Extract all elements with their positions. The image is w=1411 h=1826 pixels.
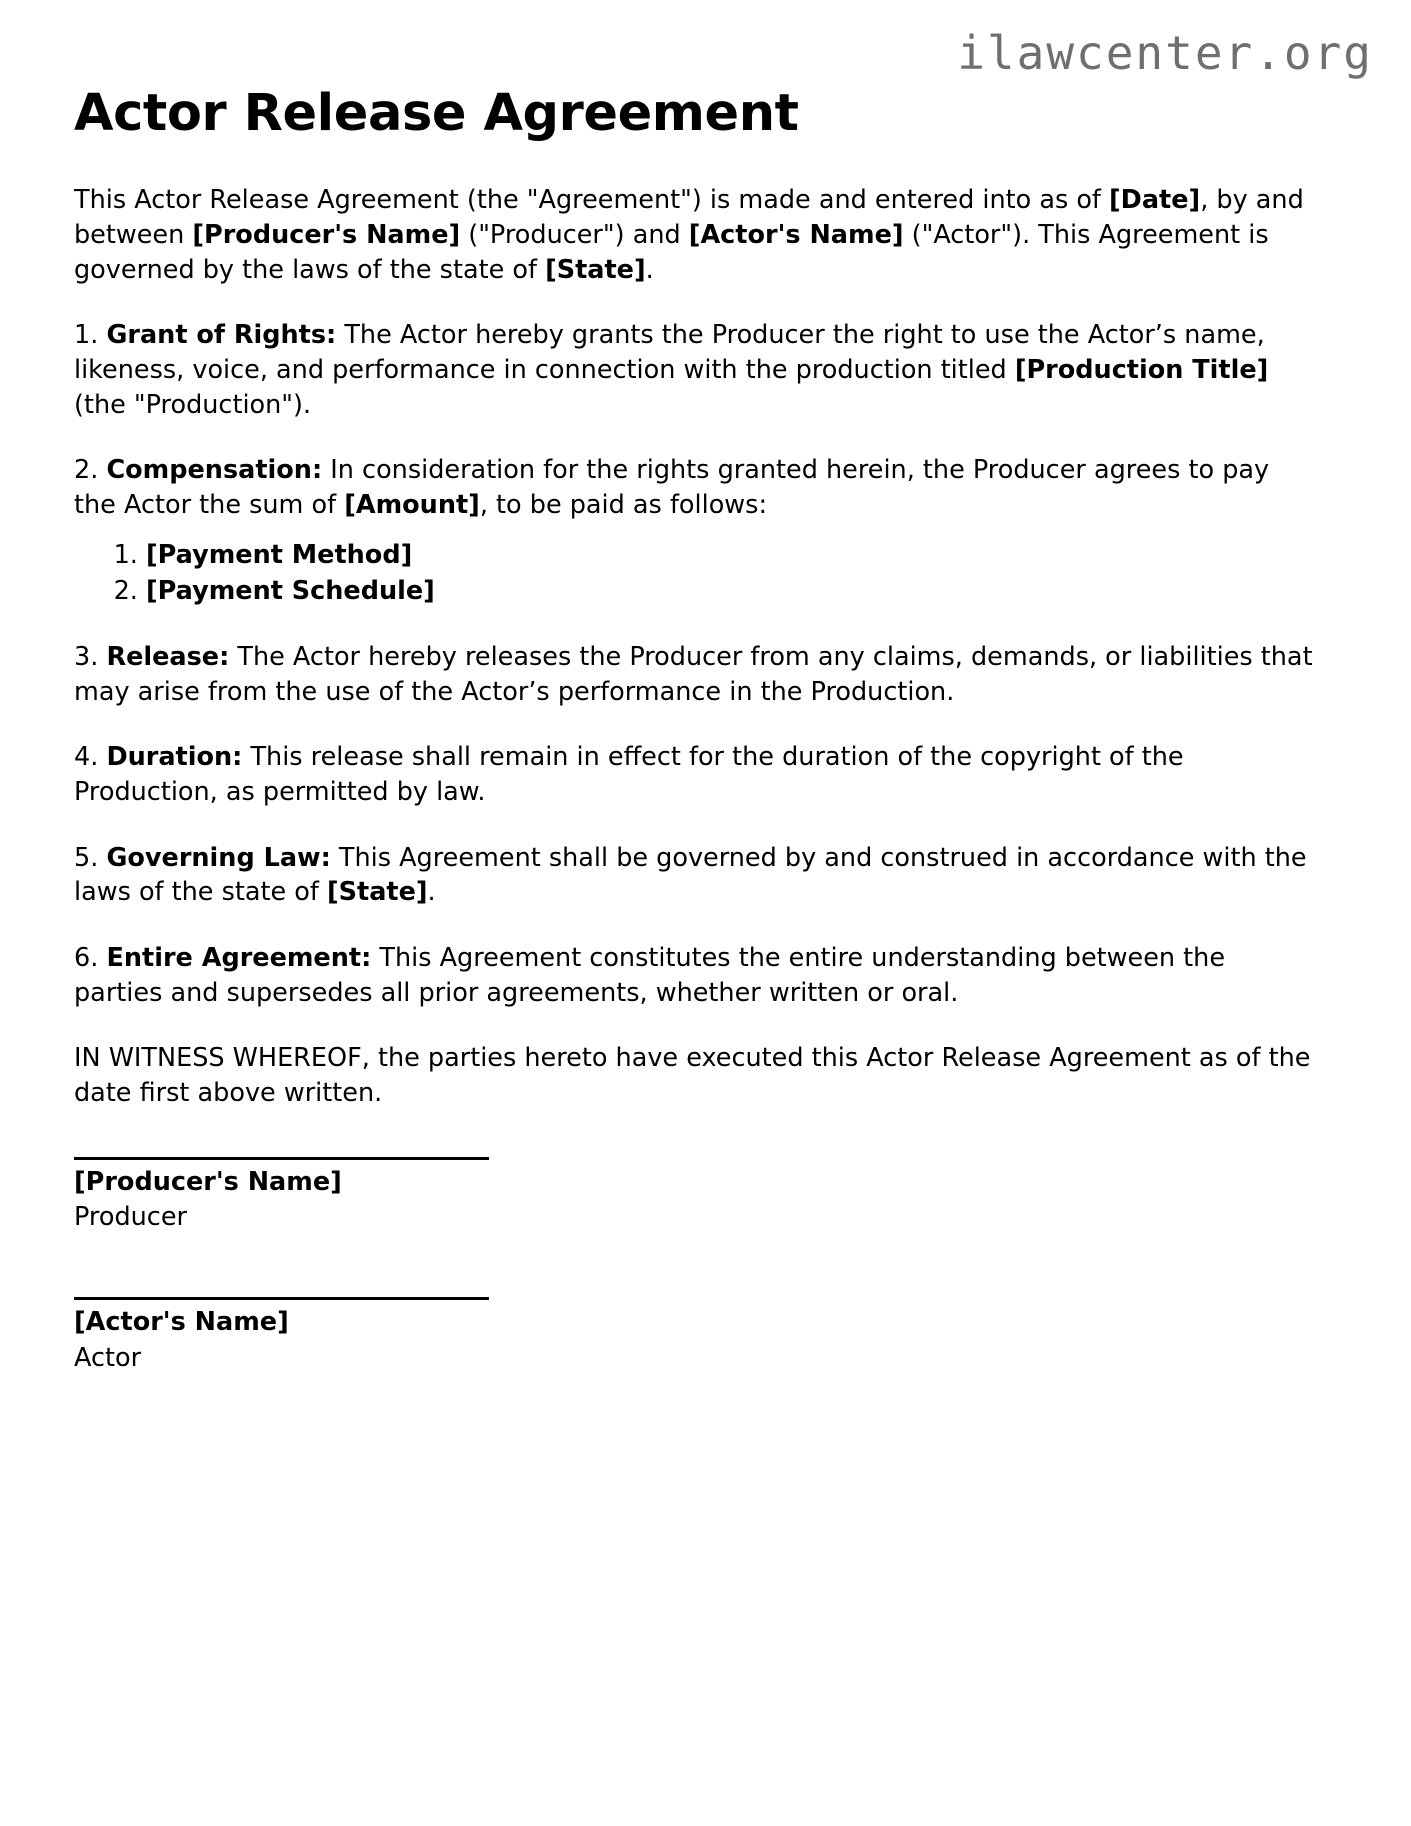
section-2-heading: Compensation:	[106, 455, 323, 486]
section-5-body-before: This Agreement shall be governed by and construed in accordance with the laws of the state of	[74, 842, 1307, 908]
section-2-body-before: In consideration for the rights granted herein, the Producer agrees to pay the Actor the sum of	[74, 455, 1270, 520]
section-3-body-before: The Actor hereby releases the Producer from any claims, demands, or liabilities that may arise from the use of the Actor’s performance in the Production.	[74, 641, 1313, 707]
section-3-number: 3.	[74, 641, 99, 672]
section-1-number: 1.	[74, 320, 99, 351]
section-1	[74, 318, 1314, 422]
signature-line-producer	[74, 1157, 489, 1160]
preamble-paragraph	[74, 183, 1314, 287]
section-1-body-before: The Actor hereby grants the Producer the right to use the Actor’s name, likeness, voice, and performance in connection with the production titled	[74, 320, 1265, 385]
state-placeholder-2: [State]	[326, 877, 428, 908]
preamble-text-5: .	[645, 254, 654, 285]
date-placeholder: [Date]	[1109, 185, 1201, 216]
section-5-number: 5.	[74, 842, 99, 873]
section-2-number: 2.	[74, 455, 99, 486]
preamble-text-1: This Actor Release Agreement (the "Agreement") is made and entered into as of	[74, 185, 1110, 216]
section-4-number: 4.	[74, 742, 99, 773]
preamble-text-2: , by and between	[74, 185, 1304, 250]
section-5	[74, 841, 1314, 910]
section-1-heading: Grant of Rights:	[106, 320, 337, 351]
signature-name-actor: [Actor's Name]	[74, 1306, 289, 1337]
state-placeholder: [State]	[545, 254, 646, 285]
signature-name-producer: [Producer's Name]	[74, 1166, 342, 1197]
section-2	[74, 453, 1314, 522]
section-3-heading: Release:	[106, 641, 230, 672]
witness-clause: IN WITNESS WHEREOF, the parties hereto have executed this Actor Release Agreement as of the date first above written.	[74, 1043, 1311, 1108]
preamble-text-4: ("Actor"). This Agreement is governed by the laws of the state of	[74, 219, 1269, 285]
section-1-body-after: (the "Production").	[74, 389, 312, 420]
signature-role-producer: Producer	[74, 1202, 187, 1233]
payment-terms-list	[74, 538, 1314, 609]
producer-name-placeholder: [Producer's Name]	[192, 219, 461, 250]
signature-role-actor: Actor	[74, 1342, 142, 1373]
section-5-body-after: .	[427, 877, 436, 908]
document-body	[74, 84, 1314, 1375]
section-6-number: 6.	[74, 942, 99, 973]
section-6	[74, 941, 1314, 1010]
section-4-body-before: This release shall remain in effect for the duration of the copyright of the Production, as permitted by law.	[74, 742, 1184, 807]
section-4-heading: Duration:	[106, 742, 243, 773]
section-4	[74, 740, 1314, 809]
page-title: Actor Release Agreement	[74, 84, 799, 143]
list-item: 2. [Payment Schedule]	[146, 574, 1314, 609]
section-6-body-before: This Agreement constitutes the entire understanding between the parties and supersedes all prior agreements, whether written or oral.	[74, 942, 1226, 1008]
actor-name-placeholder: [Actor's Name]	[688, 219, 904, 250]
signature-line-actor	[74, 1297, 489, 1300]
section-5-heading: Governing Law:	[106, 842, 331, 873]
preamble-text-3: ("Producer") and	[460, 219, 689, 250]
production-title-placeholder: [Production Title]	[1014, 354, 1269, 385]
signature-block-actor	[74, 1297, 1314, 1375]
amount-placeholder: [Amount]	[344, 489, 480, 520]
signature-block-producer	[74, 1157, 1314, 1235]
list-item: 1. [Payment Method]	[146, 538, 1314, 573]
section-6-heading: Entire Agreement:	[106, 942, 372, 973]
section-3	[74, 640, 1314, 709]
section-2-body-after: , to be paid as follows:	[479, 489, 768, 520]
site-watermark: ilawcenter.org	[957, 26, 1373, 80]
